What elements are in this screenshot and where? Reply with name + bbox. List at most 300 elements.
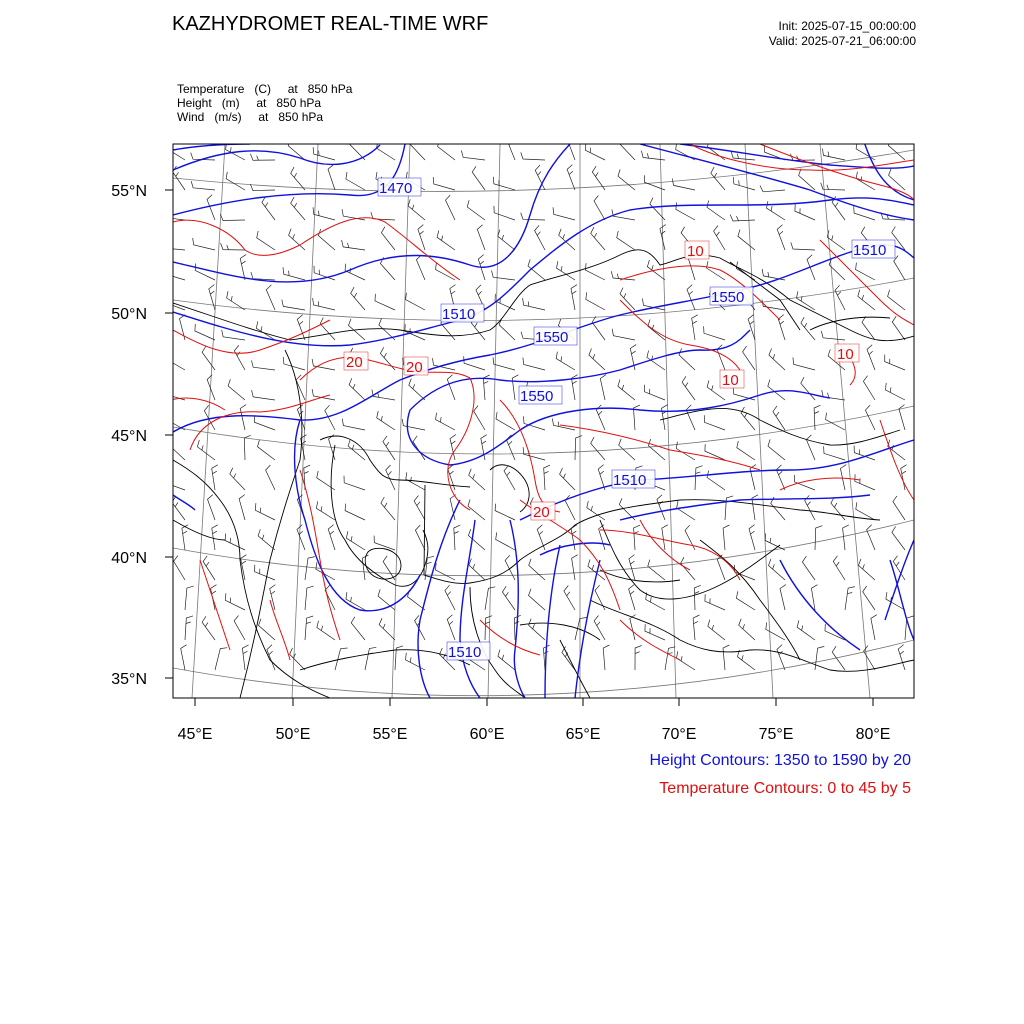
wind-barb bbox=[435, 563, 455, 580]
wind-barb bbox=[571, 285, 577, 310]
wind-barb bbox=[317, 621, 335, 640]
wind-barb bbox=[840, 465, 846, 490]
wind-barb bbox=[865, 405, 875, 430]
wind-barb bbox=[438, 140, 455, 160]
wind-barb bbox=[512, 375, 518, 400]
wind-barb bbox=[377, 411, 395, 430]
wind-barb bbox=[777, 645, 785, 670]
lon-label: 70°E bbox=[661, 726, 697, 743]
wind-barb bbox=[591, 227, 605, 250]
wind-barb bbox=[704, 326, 725, 340]
wind-barb bbox=[495, 294, 515, 310]
wind-barb bbox=[290, 648, 305, 670]
wind-barb bbox=[312, 389, 335, 400]
wind-barb bbox=[375, 294, 395, 310]
wind-barb bbox=[771, 497, 785, 520]
wind-barb bbox=[600, 375, 606, 400]
wind-barb bbox=[768, 439, 785, 460]
wind-barb bbox=[415, 525, 425, 550]
height-label: 1470 bbox=[379, 180, 413, 197]
wind-barb bbox=[662, 405, 668, 430]
wind-barb bbox=[769, 349, 785, 371]
wind-barb bbox=[537, 525, 545, 550]
wind-barb bbox=[283, 357, 305, 370]
wind-barb bbox=[313, 207, 335, 220]
lat-label: 55°N bbox=[111, 183, 147, 200]
variable-height: Height (m) at 850 hPa bbox=[177, 96, 322, 110]
borders bbox=[173, 250, 914, 698]
wind-barb bbox=[806, 435, 815, 460]
wind-barb bbox=[738, 230, 755, 251]
wind-barb bbox=[437, 231, 455, 251]
wind-barb bbox=[436, 413, 455, 430]
wind-barb bbox=[495, 504, 515, 520]
temperature-label: 10 bbox=[837, 346, 854, 363]
wind-barb bbox=[629, 585, 635, 610]
wind-barb bbox=[737, 441, 755, 460]
wind-barb bbox=[589, 349, 605, 371]
wind-barb bbox=[209, 285, 215, 310]
wind-barb bbox=[797, 291, 816, 310]
variable-wind: Wind (m/s) at 850 hPa bbox=[177, 110, 324, 124]
wind-barb bbox=[567, 135, 575, 160]
wind-barb bbox=[743, 346, 755, 370]
wind-barb bbox=[634, 525, 640, 550]
wind-barb bbox=[529, 619, 545, 640]
wind-barb bbox=[736, 262, 755, 281]
wind-barb bbox=[826, 413, 845, 430]
wind-barb bbox=[780, 585, 786, 610]
wind-barb bbox=[572, 555, 578, 580]
wind-barb bbox=[262, 196, 275, 220]
wind-barb bbox=[252, 360, 276, 370]
wind-barb bbox=[714, 226, 725, 250]
wind-barb bbox=[202, 616, 215, 640]
wind-barb bbox=[493, 177, 515, 190]
height-label: 1510 bbox=[613, 472, 647, 489]
wind-barb bbox=[312, 359, 335, 370]
wind-barb bbox=[802, 556, 815, 580]
wind-barb bbox=[436, 263, 455, 280]
wind-barb bbox=[645, 385, 665, 400]
wind-barb bbox=[773, 406, 785, 430]
wind-barb bbox=[892, 316, 905, 340]
wind-barb bbox=[859, 559, 876, 580]
wind-barb bbox=[493, 357, 515, 370]
wind-barb bbox=[620, 288, 635, 310]
wind-barb bbox=[225, 534, 245, 551]
wind-barb bbox=[893, 496, 905, 520]
wind-barb bbox=[378, 589, 395, 610]
wind-barb bbox=[612, 329, 635, 340]
wind-barb bbox=[496, 532, 515, 550]
wind-barb bbox=[749, 525, 755, 550]
wind-barb bbox=[594, 616, 605, 641]
wind-barb bbox=[258, 440, 276, 460]
wind-barb bbox=[662, 525, 668, 550]
lat-label: 45°N bbox=[111, 428, 147, 445]
wind-barb bbox=[305, 616, 313, 640]
wind-barb bbox=[567, 165, 575, 190]
wind-barb bbox=[257, 231, 275, 250]
wind-barb bbox=[413, 436, 425, 460]
wind-barb bbox=[733, 177, 755, 190]
wind-barb bbox=[591, 437, 605, 460]
wind-barb bbox=[234, 345, 245, 370]
wind-barb bbox=[342, 240, 365, 250]
wind-barb bbox=[342, 419, 365, 430]
wind-barb bbox=[345, 264, 365, 280]
wind-barb bbox=[898, 645, 905, 670]
wind-barb bbox=[267, 645, 275, 670]
wind-barb bbox=[855, 474, 875, 490]
wind-barb bbox=[255, 565, 275, 580]
wind-barb bbox=[433, 177, 455, 190]
wind-barb bbox=[586, 292, 605, 310]
wind-barb bbox=[505, 555, 515, 580]
lon-label: 75°E bbox=[758, 726, 794, 743]
wind-barb bbox=[815, 526, 822, 550]
wind-barb bbox=[587, 501, 605, 520]
wind-barb bbox=[474, 406, 485, 430]
wind-barb bbox=[845, 587, 855, 610]
wind-barb bbox=[694, 585, 700, 610]
wind-barb bbox=[535, 225, 545, 250]
wind-barb bbox=[252, 390, 275, 400]
wind-barb bbox=[556, 352, 575, 370]
wind-barb bbox=[228, 379, 245, 400]
wind-barb bbox=[553, 207, 575, 220]
wind-barb bbox=[408, 199, 425, 220]
wind-barb bbox=[477, 225, 485, 250]
wind-barb bbox=[383, 436, 395, 460]
wind-barb bbox=[317, 471, 335, 490]
wind-barb bbox=[408, 590, 426, 610]
wind-barb bbox=[402, 419, 425, 430]
height-contours bbox=[173, 130, 914, 698]
wind-barb bbox=[447, 615, 455, 640]
wind-barb bbox=[365, 647, 376, 670]
wind-barb bbox=[406, 653, 426, 670]
wind-barb bbox=[270, 585, 276, 610]
wind-barb bbox=[635, 646, 642, 671]
wind-barb bbox=[297, 315, 305, 340]
wind-barb bbox=[867, 525, 875, 550]
wind-barb bbox=[620, 138, 635, 160]
wind-barb bbox=[871, 615, 877, 640]
height-contour-labels bbox=[378, 178, 895, 661]
wind-barb bbox=[414, 496, 425, 521]
wind-barb bbox=[863, 376, 875, 400]
wind-barb bbox=[499, 318, 515, 340]
wind-barb bbox=[736, 591, 755, 610]
wind-barb bbox=[250, 154, 275, 161]
lon-label: 55°E bbox=[372, 726, 408, 743]
wind-barb bbox=[305, 586, 314, 610]
wind-barb bbox=[730, 215, 755, 221]
wind-barb bbox=[383, 556, 395, 580]
wind-barb bbox=[345, 504, 365, 520]
wind-barb bbox=[492, 270, 516, 280]
wind-barb bbox=[349, 378, 365, 400]
wind-barb bbox=[711, 167, 725, 190]
lon-label: 80°E bbox=[855, 726, 891, 743]
latitude-axis bbox=[165, 190, 173, 678]
wind-barb bbox=[351, 287, 365, 310]
wind-barb bbox=[283, 267, 305, 280]
wind-barb bbox=[502, 586, 515, 610]
wind-barb bbox=[172, 496, 185, 520]
wind-barb bbox=[346, 172, 365, 190]
wind-barb bbox=[827, 230, 845, 250]
wind-barb bbox=[328, 165, 335, 190]
height-label: 1550 bbox=[520, 388, 554, 405]
wind-barb bbox=[768, 380, 785, 400]
wind-barb bbox=[777, 225, 785, 250]
wind-barb bbox=[416, 255, 425, 280]
wind-barb bbox=[575, 436, 582, 460]
wind-barb bbox=[693, 615, 699, 640]
wind-barb bbox=[350, 138, 365, 160]
wind-barb bbox=[381, 227, 395, 250]
wind-barb bbox=[707, 201, 725, 220]
wind-barb bbox=[169, 439, 185, 461]
wind-barb bbox=[406, 293, 425, 310]
wind-barb bbox=[297, 525, 305, 550]
wind-barb bbox=[725, 496, 733, 520]
temperature-label: 20 bbox=[406, 359, 423, 376]
wind-barb bbox=[469, 469, 485, 490]
wind-barb bbox=[212, 525, 218, 550]
wind-barb bbox=[765, 534, 785, 551]
wind-barb bbox=[244, 435, 250, 460]
wind-barb bbox=[888, 290, 905, 310]
wind-barb bbox=[559, 229, 575, 250]
wind-barb bbox=[225, 593, 245, 610]
wind-barb bbox=[552, 418, 575, 430]
wind-barb bbox=[185, 586, 194, 610]
wind-barb bbox=[793, 357, 815, 370]
wind-barb bbox=[557, 261, 576, 280]
wind-barb bbox=[795, 475, 816, 490]
wind-barb bbox=[723, 645, 729, 670]
wind-barb bbox=[824, 446, 845, 460]
variable-temperature: Temperature (C) at 850 hPa bbox=[177, 82, 353, 96]
wind-barb bbox=[259, 619, 276, 640]
wind-barb bbox=[241, 555, 247, 580]
wind-barb bbox=[472, 166, 485, 190]
wind-barb bbox=[523, 358, 545, 370]
wind-barb bbox=[182, 525, 188, 550]
wind-barb bbox=[494, 206, 515, 220]
wind-barb bbox=[822, 149, 845, 161]
lon-label: 60°E bbox=[469, 726, 505, 743]
wind-barb bbox=[166, 352, 185, 370]
wind-barb bbox=[657, 495, 665, 520]
wind-barb bbox=[665, 647, 675, 670]
wind-barb bbox=[282, 300, 305, 310]
wind-barb bbox=[381, 497, 395, 520]
wind-barb bbox=[854, 446, 875, 460]
wind-barb bbox=[599, 525, 605, 550]
wind-barb bbox=[379, 618, 395, 640]
wind-barb bbox=[215, 648, 227, 670]
wind-barb bbox=[203, 556, 215, 580]
wind-barb bbox=[650, 198, 665, 220]
wind-barb bbox=[594, 196, 605, 221]
wind-barb bbox=[266, 285, 275, 310]
wind-barb bbox=[831, 497, 845, 520]
wind-barb bbox=[894, 256, 905, 280]
height-label: 1550 bbox=[535, 329, 569, 346]
temperature-label: 20 bbox=[346, 354, 363, 371]
wind-barb bbox=[544, 465, 550, 490]
wind-barb bbox=[418, 225, 425, 250]
wind-barb bbox=[752, 495, 758, 520]
wind-barb bbox=[380, 257, 395, 280]
wind-barb bbox=[255, 503, 275, 520]
wind-barb bbox=[498, 650, 515, 671]
wind-barb bbox=[446, 195, 456, 220]
wind-barb bbox=[504, 466, 515, 491]
wind-barb bbox=[739, 619, 755, 640]
wind-barb bbox=[291, 197, 305, 220]
wind-barb bbox=[346, 592, 365, 610]
wind-barb bbox=[174, 556, 185, 580]
wind-barb bbox=[648, 560, 665, 580]
wind-barb bbox=[409, 379, 425, 400]
wind-barb bbox=[618, 169, 635, 190]
height-label: 1510 bbox=[448, 644, 482, 661]
wind-barb bbox=[888, 139, 905, 160]
wind-barb bbox=[445, 585, 455, 610]
wind-barb bbox=[208, 495, 216, 520]
wind-barb bbox=[648, 320, 665, 341]
wind-barb bbox=[822, 390, 845, 400]
wind-barb bbox=[814, 405, 820, 430]
wind-barb bbox=[207, 195, 215, 220]
wind-barb bbox=[212, 465, 218, 490]
wind-barb bbox=[864, 646, 875, 670]
init-time: Init: 2025-07-15_00:00:00 bbox=[778, 19, 916, 33]
wind-barb bbox=[448, 465, 455, 490]
wind-barb bbox=[856, 263, 875, 280]
wind-barb bbox=[240, 255, 246, 280]
height-label: 1510 bbox=[442, 306, 476, 323]
lat-label: 40°N bbox=[111, 550, 147, 567]
wind-barb bbox=[801, 377, 815, 400]
lat-label: 50°N bbox=[111, 306, 147, 323]
wind-barb bbox=[266, 465, 275, 490]
wind-barb bbox=[305, 557, 315, 580]
wind-barb bbox=[564, 586, 575, 611]
wind-barb bbox=[618, 380, 635, 401]
wind-barb bbox=[797, 620, 815, 640]
wind-barb bbox=[682, 376, 695, 400]
map-frame bbox=[173, 144, 914, 698]
temperature-label: 20 bbox=[533, 504, 550, 521]
wind-barb bbox=[410, 138, 425, 160]
wind-barb bbox=[737, 650, 755, 670]
height-label: 1550 bbox=[711, 289, 745, 306]
wind-barb bbox=[760, 186, 785, 192]
wind-barb bbox=[629, 555, 635, 580]
wind-barb bbox=[863, 586, 875, 610]
wind-barb bbox=[603, 645, 609, 670]
wind-barb bbox=[598, 465, 605, 490]
wind-barb bbox=[185, 616, 193, 640]
wind-barb bbox=[221, 243, 245, 250]
wind-barb bbox=[677, 651, 696, 670]
wind-barb bbox=[313, 298, 335, 310]
lon-label: 45°E bbox=[177, 726, 213, 743]
wind-barb bbox=[867, 345, 875, 370]
temperature-contour-legend: Temperature Contours: 0 to 45 by 5 bbox=[659, 780, 911, 797]
wind-barb bbox=[454, 525, 460, 550]
wind-barb bbox=[164, 295, 185, 310]
wind-barb bbox=[529, 589, 546, 610]
wind-barb bbox=[191, 181, 215, 190]
wind-barb bbox=[723, 525, 729, 550]
wind-barb bbox=[230, 468, 245, 490]
wind-barb bbox=[521, 152, 545, 160]
wind-barb bbox=[692, 315, 698, 340]
wind-barb bbox=[795, 204, 815, 220]
temperature-label: 10 bbox=[722, 372, 739, 389]
wind-barb bbox=[469, 559, 485, 581]
wind-barb bbox=[328, 525, 335, 550]
wind-barb bbox=[648, 439, 665, 460]
wind-barb bbox=[239, 495, 245, 520]
wind-barb bbox=[769, 559, 786, 580]
wind-barb bbox=[685, 525, 695, 550]
wind-barb bbox=[240, 405, 246, 430]
wind-barb bbox=[467, 200, 485, 220]
lon-label: 65°E bbox=[565, 726, 601, 743]
height-contour-legend: Height Contours: 1350 to 1590 by 20 bbox=[649, 752, 911, 769]
wind-barb bbox=[687, 285, 695, 310]
wind-barb bbox=[821, 331, 845, 340]
wind-barb bbox=[164, 475, 185, 490]
wind-barb bbox=[291, 167, 305, 190]
wind-barb bbox=[313, 147, 335, 160]
valid-time: Valid: 2025-07-21_06:00:00 bbox=[768, 34, 916, 48]
wind-barb bbox=[523, 298, 545, 310]
map-title: KAZHYDROMET REAL-TIME WRF bbox=[172, 13, 489, 35]
wind-barb bbox=[791, 242, 815, 250]
wind-barb bbox=[811, 585, 817, 610]
wind-barb bbox=[843, 525, 849, 550]
wind-barb bbox=[560, 468, 575, 490]
wind-barb bbox=[705, 594, 725, 610]
wind-barb bbox=[885, 355, 905, 370]
wind-barb bbox=[468, 499, 485, 520]
wind-barb bbox=[193, 238, 215, 250]
wind-barb bbox=[776, 465, 785, 490]
wind-barb bbox=[585, 143, 605, 160]
wind-barb bbox=[163, 267, 185, 280]
wind-barb bbox=[521, 213, 545, 220]
wind-barb bbox=[778, 315, 785, 340]
wind-barb bbox=[835, 285, 845, 310]
wind-barb bbox=[222, 330, 245, 340]
wind-barb bbox=[461, 151, 485, 161]
wind-barb bbox=[234, 616, 245, 641]
lat-label: 35°N bbox=[111, 671, 147, 688]
wind-barb bbox=[704, 415, 725, 430]
wind-barb bbox=[258, 529, 275, 550]
height-label: 1510 bbox=[853, 242, 887, 259]
